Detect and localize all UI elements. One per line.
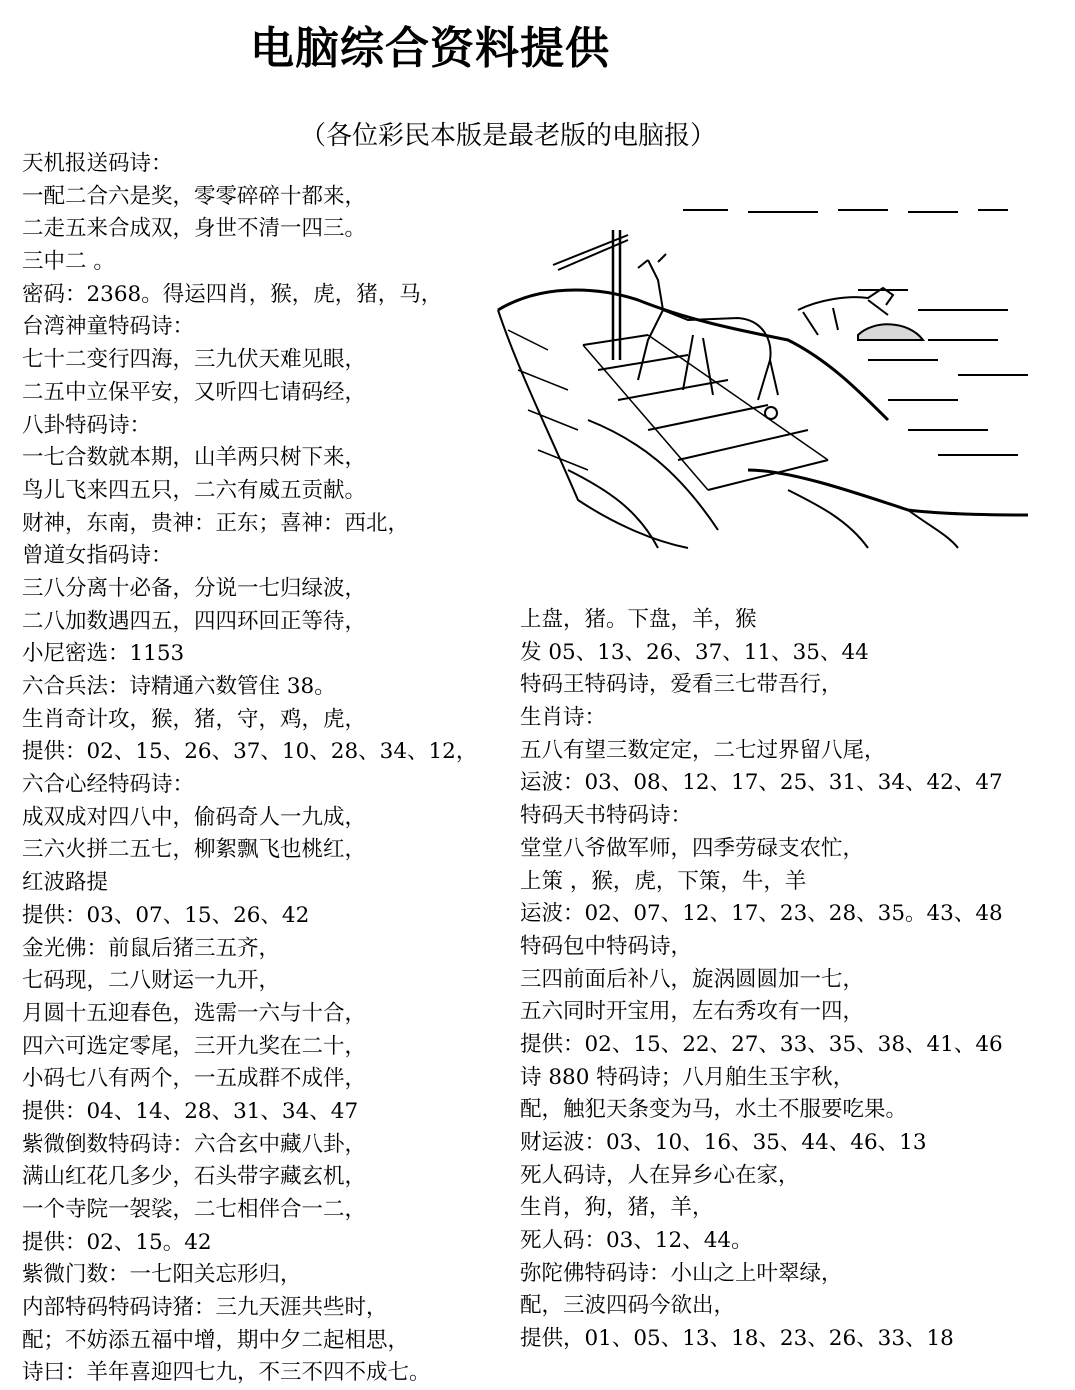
left-column-line: 小码七八有两个，一五成群不成伴， — [22, 1066, 367, 1092]
left-column-line: 曾道女指码诗： — [22, 543, 173, 569]
right-column-line: 上策 ，猴，虎，下策，牛，羊 — [520, 868, 807, 894]
left-column-line: 财神，东南，贵神：正东；喜神：西北， — [22, 510, 410, 536]
left-column-line: 六合心经特码诗： — [22, 772, 195, 798]
right-column-line: 堂堂八爷做军师，四季劳碌支农忙， — [520, 835, 865, 861]
left-column-line: 提供：04、14、28、31、34、47 — [22, 1098, 359, 1124]
left-column-line: 小尼密选：1153 — [22, 641, 185, 667]
page-title: 电脑综合资料提供 — [250, 23, 610, 74]
left-column-line: 三六火拼二五七，柳絮飘飞也桃红， — [22, 837, 367, 863]
left-column-line: 七码现，二八财运一九开， — [22, 968, 281, 994]
right-column-line: 死人码：03、12、44。 — [520, 1228, 753, 1254]
right-column-line: 生肖诗： — [520, 705, 607, 731]
right-column-line: 弥陀佛特码诗：小山之上叶翠绿， — [520, 1260, 843, 1286]
left-column-line: 诗曰：羊年喜迎四七九，不三不四不成七。 — [22, 1360, 431, 1386]
left-column-line: 生肖奇计攻，猴，猪，守，鸡，虎， — [22, 706, 367, 732]
left-column-line: 六合兵法：诗精通六数管住 38。 — [22, 674, 336, 699]
left-column-line: 满山红花几多少，石头带字藏玄机， — [22, 1164, 367, 1190]
right-column-line: 配，触犯天条变为马，水土不服要吃果。 — [520, 1097, 908, 1123]
right-column-line: 诗 880 特码诗；八月舶生玉宇秋， — [520, 1064, 855, 1090]
left-column-line: 提供：02、15、26、37、10、28、34、12， — [22, 739, 478, 765]
page-subtitle: （各位彩民本版是最老版的电脑报） — [300, 121, 717, 151]
right-column-line: 上盘，猪。下盘，羊，猴 — [520, 607, 757, 632]
left-column-line: 三中二 。 — [22, 249, 115, 275]
left-column-line: 密码：2368。得运四肖，猴，虎，猪，马， — [22, 281, 443, 307]
right-column-line: 特码包中特码诗， — [520, 933, 693, 959]
left-column-line: 台湾神童特码诗： — [22, 314, 195, 340]
right-column-line: 死人码诗，人在异乡心在家， — [520, 1162, 800, 1188]
left-column-line: 二走五来合成双，身世不清一四三。 — [22, 216, 367, 242]
left-column-line: 提供：02、15。42 — [22, 1229, 212, 1255]
left-column-line: 七十二变行四海，三九伏天难见眼， — [22, 347, 367, 373]
right-column-line: 配，三波四码今欲出， — [520, 1293, 736, 1319]
right-column-line: 三四前面后补八，旋涡圆圆加一七， — [520, 966, 865, 992]
left-column-line: 红波路提 — [22, 870, 109, 896]
right-column-line: 运波：02、07、12、17、23、28、35。43、48 — [520, 901, 1003, 927]
right-column-line: 提供：02、15、22、27、33、35、38、41、46 — [520, 1031, 1003, 1057]
right-text-column — [520, 604, 1060, 1356]
right-column-line: 财运波：03、10、16、35、44、46、13 — [520, 1130, 927, 1155]
left-column-line: 鸟儿飞来四五只，二六有威五贡献。 — [22, 477, 367, 503]
left-column-line: 月圆十五迎春色，选需一六与十合， — [22, 1000, 367, 1026]
left-column-line: 八卦特码诗： — [22, 412, 152, 438]
right-column-line: 特码王特码诗，爱看三七带吾行， — [520, 672, 843, 698]
left-column-line: 一七合数就本期，山羊两只树下来， — [22, 445, 367, 471]
left-column-line: 二五中立保平安，又听四七请码经， — [22, 379, 367, 405]
right-column-line: 运波：03、08、12、17、25、31、34、42、47 — [520, 770, 1003, 796]
left-column-line: 配；不妨添五福中增，期中夕二起相思， — [22, 1327, 410, 1353]
donkey-dog-bridge-illustration — [488, 170, 1033, 550]
left-column-line: 内部特码特码诗猪：三九天涯共些时， — [22, 1295, 388, 1321]
left-column-line: 紫微门数：一七阳关忘形归， — [22, 1262, 302, 1288]
left-column-line: 一配二合六是奖，零零碎碎十都来， — [22, 183, 367, 209]
right-column-line: 生肖，狗，猪，羊， — [520, 1195, 714, 1221]
left-column-line: 紫微倒数特码诗：六合玄中藏八卦， — [22, 1131, 367, 1157]
left-column-line: 金光佛：前鼠后猪三五齐， — [22, 935, 281, 961]
left-column-line: 二八加数遇四五，四四环回正等待， — [22, 608, 367, 634]
right-column-line: 提供，01、05、13、18、23、26、33、18 — [520, 1326, 954, 1352]
left-column-line: 四六可选定零尾，三开九奖在二十， — [22, 1033, 367, 1059]
right-column-line: 五八有望三数定定，二七过界留八尾， — [520, 737, 886, 763]
right-column-line: 特码天书特码诗： — [520, 803, 693, 829]
left-column-line: 一个寺院一袈裟，二七相伴合一二， — [22, 1197, 367, 1222]
right-column-line: 五六同时开宝用，左右秀攻有一四， — [520, 999, 865, 1025]
left-text-column — [22, 148, 492, 1390]
left-column-line: 三八分离十必备，分说一七归绿波， — [22, 575, 367, 601]
right-column-line: 发 05、13、26、37、11、35、44 — [520, 639, 869, 665]
left-column-line: 天机报送码诗： — [22, 151, 173, 176]
left-column-line: 成双成对四八中，偷码奇人一九成， — [22, 804, 367, 830]
left-column-line: 提供：03、07、15、26、42 — [22, 902, 310, 928]
